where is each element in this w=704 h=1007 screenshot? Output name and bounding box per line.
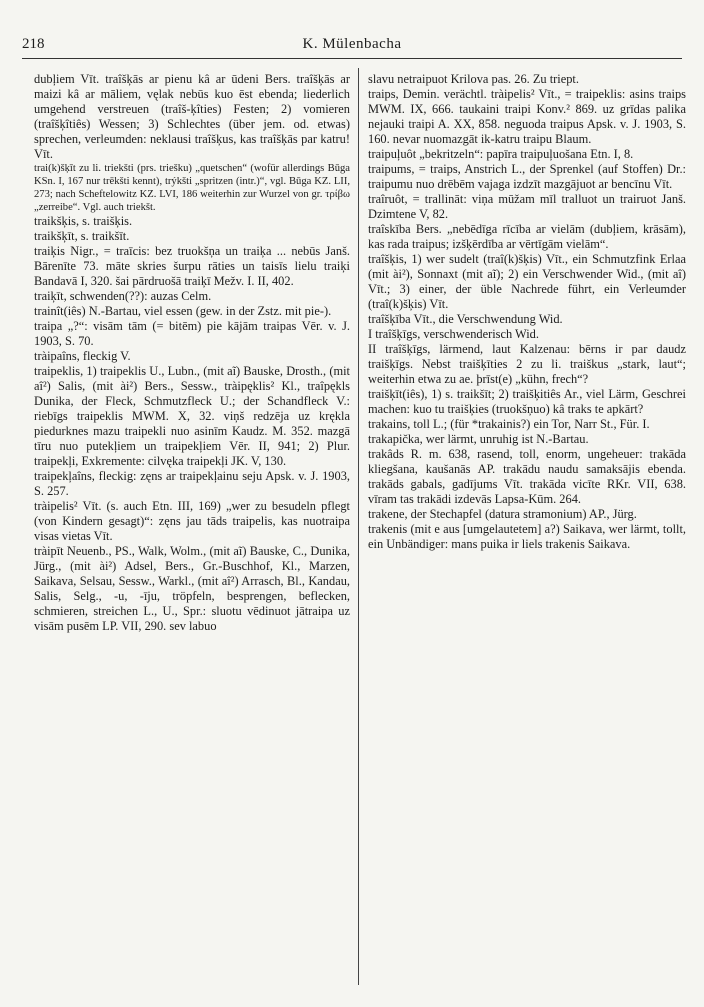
entry-traipeklis: traipeklis, 1) traipeklis U., Lubn., (mit aĩ) Bauske, Drosth., (mit aî²) Salis, (mit ài²) Bers., Sessw., tràipęklis² Kl., traîpękls Dunika, der Fleck, Schmutzfleck U.; der Schandfleck V.: riebīgs traipeklis MWM. X, 32. viņš redzēja uz krękla piedurknes mazu traipekli nuo asinīm Kaudz. M. 352. mazgā tīru nuo putekļiem un traipekļiem Vēr. II, 941; 2) Plur. traipekļi, Exkremente: cilvęka traipekļi JK. V, 130. — [34, 364, 350, 468]
entry-trakains: trakains, toll L.; (für *trakainis?) ein Tor, Narr St., Für. I. — [368, 417, 650, 431]
entry-traiskigs-2: II traîšķīgs, lärmend, laut Kalzenau: bērns ir par daudz traišķīgs. Nebst traišķīties 2 zu li. traiškus „stark, laut“; weiterhin etwa zu ae. þrīst(e) „kühn, frech“? — [368, 342, 686, 386]
right-column — [368, 72, 686, 999]
entry-traiskis: traîšķis, 1) wer sudelt (traî(k)šķis) Vīt., ein Schmutzfink Erlaa (mit ài²), Sonnaxt (mit aĩ); 2) ein Verschwender Wid., (mit aî) Vīt.; 3) einer, der üble Nachrede führt, ein Verleumder (traî(k)šķis) Vīt. — [368, 252, 686, 311]
entry-etymology-traikskit: trai(k)šķīt zu li. triekšti (prs. triešku) „quetschen“ (wofür allerdings Būga KSn. I, 167 nur trēkšti kennt), trýkšti „spritzen (intr.)“, vgl. Būga KZ. LII, 273; nach Scheftelowitz KZ. LVI, 186 weiterhin zur Wurzel von gr. τρίβω „zerreibe“. Vgl. auch triekšt. — [34, 163, 350, 213]
column-divider — [358, 68, 359, 985]
entry-trakene: trakene, der Stechapfel (datura stramonium) AP., Jürg. — [368, 507, 637, 521]
entry-traikit: traiķīt, schwenden(??): auzas Celm. — [34, 289, 212, 303]
entry-traikis: traiķis Nigr., = traīcis: bez truokšņa un traiķa ... nebūs Janš. Bārenīte 73. māte skries šurpu rāties un taisīs lielu traiķi Bandavā I, 320. šai pārdruošā traiķī Mežv. I. II, 402. — [34, 244, 350, 288]
entry-traipa: traipa „?“: visām tām (= bitēm) pie kājām traipas Vēr. v. J. 1903, S. 70. — [34, 319, 350, 348]
entry-trainit: trainît(iês) N.-Bartau, viel essen (gew. in der Zstz. mit pie-). — [34, 304, 332, 318]
entry-traipit-cont: slavu netraipuot Krilova pas. 26. Zu triept. — [368, 72, 579, 86]
entry-traiskities: traišķīt(iês), 1) s. traikšīt; 2) traišķitiês Ar., viel Lärm, Geschrei machen: kuo tu traišķies (truokšņuo) kâ traks te apkārt? — [368, 387, 686, 416]
entry-traikskis: traikšķis, s. traišķis. — [34, 214, 133, 228]
entry-traiskiba: traîskība Bers. „nebēdīga rīcība ar vielām (dubļiem, krāsām), kas rada traipus; izšķērdība ar vērtīgām vielām“. — [368, 222, 686, 251]
entry-traipains: tràipaîns, fleckig V. — [34, 349, 131, 363]
entry-traiskigs-1: I traîšķīgs, verschwenderisch Wid. — [368, 327, 539, 341]
entry-dublem-cont: dubļiem Vīt. traîšķās ar pienu kâ ar ūdeni Bers. traîšķās ar maizi kâ ar māliem, vęlak nebūs kuo ēst ebenda; liederlich umgehend verstreuen (traîš-ķîties) Festen; 2) vomieren (traîšķîtiês) Wessen; 3) Schlechtes (über jem. od. etwas) sprechen, verleumden: neklausi traîšķus, kas traîšķās par katru! Vīt. — [34, 72, 350, 161]
entry-trakads: trakâds R. m. 638, rasend, toll, enorm, ungeheuer: trakāda kliegšana, kaušanās AP. trakādu naudu samaksājis ebenda. trakāds gabals, gadījums Vīt. trakāda vicīte RKr. VII, 638. vīram tas trakādi izdevās Lapsa-Kūm. 264. — [368, 447, 686, 506]
entry-traikskit: traikšķīt, s. traikšīt. — [34, 229, 130, 243]
entry-trakapicka: trakapička, wer lärmt, unruhig ist N.-Bartau. — [368, 432, 589, 446]
page-header — [22, 36, 682, 59]
entry-traiskiba-2: traîšķība Vīt., die Verschwendung Wid. — [368, 312, 563, 326]
entry-trairuot: traîruôt, = trallināt: viņa mūžam mīl tralluot un trairuot Janš. Dzimtene V, 82. — [368, 192, 686, 221]
entry-trakenis: trakenis (mit e aus [umgelautetem] a?) Saikava, wer lärmt, tollt, ein Unbändiger: mans puika ir liels trakenis Saikava. — [368, 522, 686, 551]
entry-traipums: traipums, = traips, Anstrich L., der Sprenkel (auf Stoffen) Dr.: traipumu nuo drēbēm vajaga izdzīt mazgājuot ar bencīnu Vīt. — [368, 162, 686, 191]
entry-traipuluot: traipuļuôt „bekritzeln“: papīra traipuļuošana Etn. I, 8. — [368, 147, 634, 161]
running-title: K. Mülenbacha — [302, 36, 402, 52]
page-number: 218 — [22, 36, 45, 52]
entry-traipit: tràipīt Neuenb., PS., Walk, Wolm., (mit aĩ) Bauske, C., Dunika, Jürg., (mit ài²) Adsel, Bers., Gr.-Buschhof, Kl., Marzen, Saikava, Selsau, Sessw., Warkl., (mit aî²) Arrasch, Bl., Kandau, Salis, Selg., -u, -īju, tröpfeln, besprengen, beflecken, schmieren, streichen L., U., Spr.: sluotu vēdinuot jātraipa uz visām pusēm LP. VII, 290. sev labuo — [34, 544, 350, 633]
entry-traipeklains: traipekļaîns, fleckig: zęns ar traipekļainu seju Apsk. v. J. 1903, S. 257. — [34, 469, 350, 498]
entry-traips: traips, Demin. verächtl. tràipelis² Vīt., = traipeklis: asins traips MWM. IX, 666. taukaini traipi Konv.² 869. uz grīdas palika nejauki traipi A. XX, 858. neguoda traipus Apsk. v. J. 1903, S. 160. nevar nuomazgāt ik-katru traipu Blaum. — [368, 87, 686, 146]
entry-traipelis: tràipelis² Vīt. (s. auch Etn. III, 169) „wer zu besudeln pflegt (von Kindern gesagt)“: zęns jau tāds traipelis, kas nuotraipa visas vietas Vīt. — [34, 499, 350, 543]
left-column — [34, 72, 350, 999]
